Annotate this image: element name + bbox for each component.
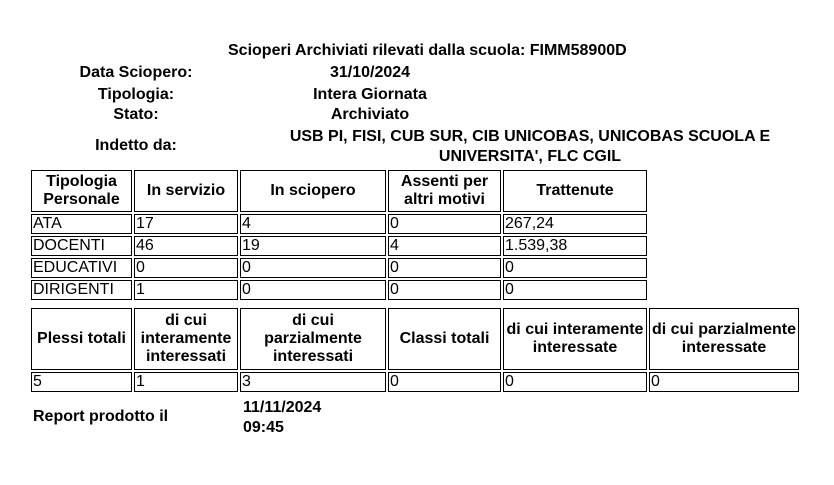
table-row <box>31 236 647 256</box>
col-header-trattenute: Trattenute <box>503 170 647 212</box>
col-header-classi-parzialmente: di cui parzialmente interessate <box>649 308 799 370</box>
col-header-classi-interamente: di cui interamente interessate <box>503 308 647 370</box>
table-row <box>31 372 799 392</box>
indetto-value <box>240 127 820 167</box>
table-row <box>31 258 647 278</box>
tipologia-label: Tipologia: <box>97 86 175 103</box>
row-educativi-assenti: 0 <box>388 258 501 278</box>
stato-label: Stato: <box>113 106 159 123</box>
row-dirigenti-tipologia: DIRIGENTI <box>31 280 132 300</box>
table-row <box>31 280 647 300</box>
table-row <box>31 214 647 234</box>
row-educativi-trattenute: 0 <box>503 258 647 278</box>
row-ata-trattenute: 267,24 <box>503 214 647 234</box>
report-time: 09:45 <box>243 419 284 436</box>
indetto-label: Indetto da: <box>95 137 177 154</box>
row-dirigenti-in-sciopero: 0 <box>240 280 386 300</box>
classi-interamente-value: 0 <box>503 372 647 392</box>
indetto-line-2: UNIVERSITA', FLC CGIL <box>438 148 622 165</box>
plessi-totali-value: 5 <box>31 372 132 392</box>
col-header-assenti: Assenti per altri motivi <box>388 170 501 212</box>
row-docenti-in-servizio: 46 <box>134 236 238 256</box>
tipologia-value: Intera Giornata <box>313 86 427 103</box>
row-ata-assenti: 0 <box>388 214 501 234</box>
indetto-line-1: USB PI, FISI, CUB SUR, CIB UNICOBAS, UNICOBAS SCUOLA E <box>289 128 771 145</box>
col-header-tipologia: Tipologia Personale <box>31 170 132 212</box>
row-ata-in-sciopero: 4 <box>240 214 386 234</box>
classi-parzialmente-value: 0 <box>649 372 799 392</box>
report-datetime <box>243 398 321 438</box>
col-header-classi-totali: Classi totali <box>388 308 501 370</box>
classi-totali-value: 0 <box>388 372 501 392</box>
col-header-plessi-parzialmente: di cui parzialmente interessati <box>240 308 386 370</box>
personale-header-row <box>31 170 647 212</box>
row-docenti-assenti: 4 <box>388 236 501 256</box>
personale-table <box>29 168 649 302</box>
report-date: 11/11/2024 <box>243 399 322 416</box>
col-header-in-sciopero: In sciopero <box>240 170 386 212</box>
row-ata-tipologia: ATA <box>31 214 132 234</box>
row-ata-in-servizio: 17 <box>134 214 238 234</box>
row-educativi-in-sciopero: 0 <box>240 258 386 278</box>
col-header-plessi-interamente: di cui interamente interessati <box>134 308 238 370</box>
report-label: Report prodotto il <box>33 408 169 425</box>
row-dirigenti-trattenute: 0 <box>503 280 647 300</box>
plessi-parzialmente-value: 3 <box>240 372 386 392</box>
plessi-interamente-value: 1 <box>134 372 238 392</box>
row-docenti-trattenute: 1.539,38 <box>503 236 647 256</box>
row-educativi-in-servizio: 0 <box>134 258 238 278</box>
row-dirigenti-in-servizio: 1 <box>134 280 238 300</box>
row-educativi-tipologia: EDUCATIVI <box>31 258 132 278</box>
page-title: Scioperi Archiviati rilevati dalla scuola: FIMM58900D <box>228 42 627 59</box>
col-header-in-servizio: In servizio <box>134 170 238 212</box>
plessi-header-row <box>31 308 799 370</box>
row-docenti-in-sciopero: 19 <box>240 236 386 256</box>
col-header-plessi-totali: Plessi totali <box>31 308 132 370</box>
row-docenti-tipologia: DOCENTI <box>31 236 132 256</box>
row-dirigenti-assenti: 0 <box>388 280 501 300</box>
plessi-table <box>29 306 801 394</box>
data-sciopero-value: 31/10/2024 <box>329 64 411 81</box>
stato-value: Archiviato <box>330 106 410 123</box>
data-sciopero-label: Data Sciopero: <box>79 64 193 81</box>
